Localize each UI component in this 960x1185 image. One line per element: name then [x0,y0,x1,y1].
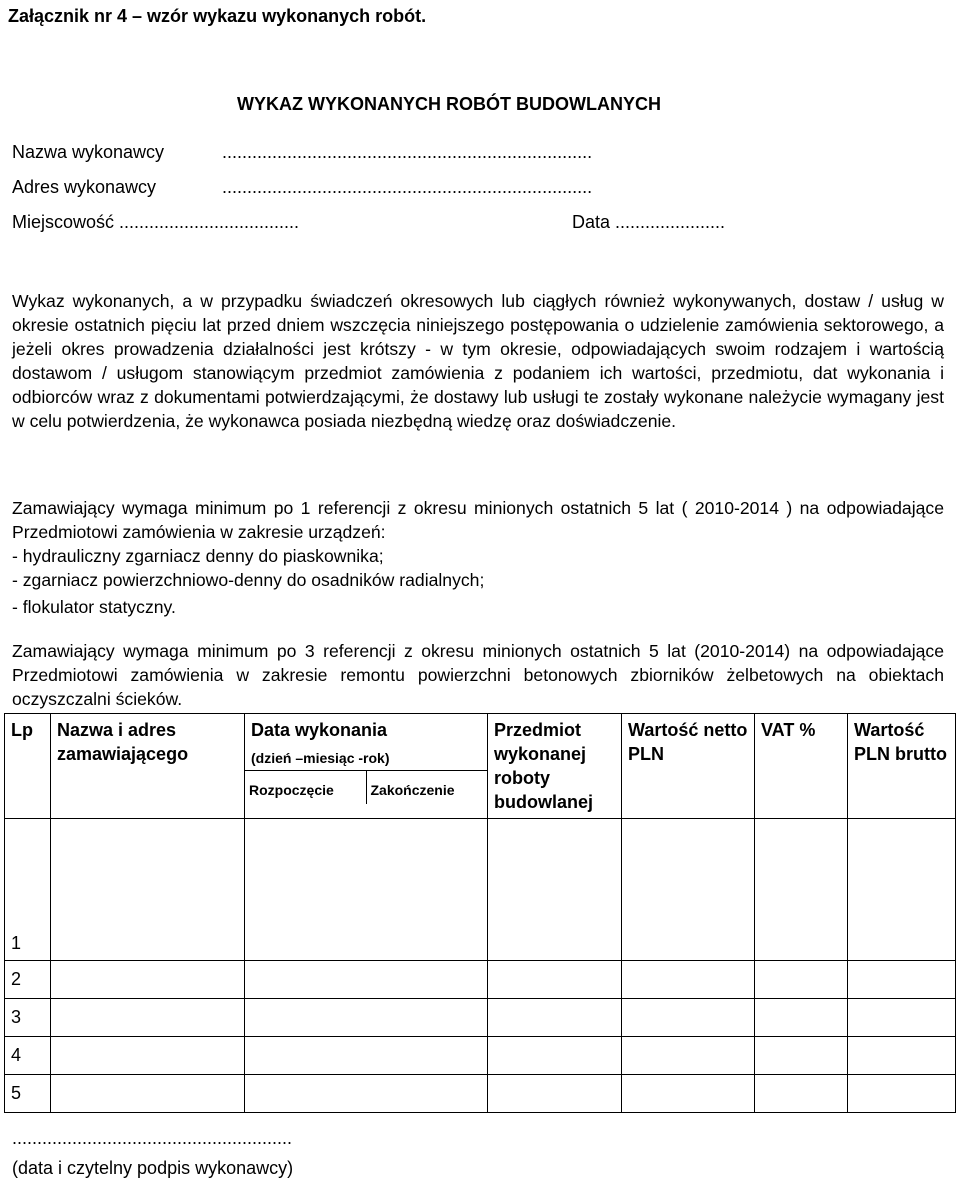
cell-subject[interactable] [488,999,622,1037]
cell-subject[interactable] [488,819,622,961]
cell-date[interactable] [245,819,488,961]
contractor-address-field: .......................................................................... [222,177,593,197]
cell-net[interactable] [622,961,755,999]
col-date-subtitle: (dzień –miesiąc -rok) [251,750,390,766]
cell-name[interactable] [51,999,245,1037]
col-date-header [245,714,488,819]
cell-gross[interactable] [848,819,956,961]
cell-name[interactable] [51,819,245,961]
col-subject-header: Przedmiot wykonanej roboty budowlanej [488,714,622,819]
cell-vat[interactable] [755,1037,848,1075]
table-row [5,961,956,999]
row-number: 5 [5,1075,51,1113]
col-start-header: Rozpoczęcie [249,782,334,798]
table-row [5,1075,956,1113]
col-lp-header: Lp [5,714,51,819]
cell-date[interactable] [245,1075,488,1113]
col-name-header: Nazwa i adres zamawiającego [51,714,245,819]
contractor-address-label: Adres wykonawcy [12,177,157,197]
cell-subject[interactable] [488,1037,622,1075]
date-field: Data ...................... [572,212,726,232]
cell-subject[interactable] [488,961,622,999]
cell-gross[interactable] [848,1075,956,1113]
row-number: 2 [5,961,51,999]
cell-date[interactable] [245,1037,488,1075]
cell-gross[interactable] [848,1037,956,1075]
page-title: WYKAZ WYKONANYCH ROBÓT BUDOWLANYCH [237,94,661,114]
cell-vat[interactable] [755,819,848,961]
row-number: 4 [5,1037,51,1075]
cell-date[interactable] [245,999,488,1037]
cell-net[interactable] [622,999,755,1037]
intro-paragraph [12,289,944,433]
cell-vat[interactable] [755,961,848,999]
requirement-1-item: - zgarniacz powierzchniowo-denny do osadników radialnych; [12,570,485,590]
requirement-1-item: - hydrauliczny zgarniacz denny do piaskownika; [12,546,384,566]
cell-name[interactable] [51,1037,245,1075]
table-row [5,999,956,1037]
cell-name[interactable] [51,961,245,999]
col-vat-header: VAT % [755,714,848,819]
cell-net[interactable] [622,1075,755,1113]
col-gross-header: Wartość PLN brutto [848,714,956,819]
requirement-1 [12,496,944,619]
col-date-title: Data wykonania [251,720,388,740]
annex-title: Załącznik nr 4 – wzór wykazu wykonanych robót. [8,6,427,26]
table-row [5,1037,956,1075]
table-header-row [5,714,956,819]
intro-text: Wykaz wykonanych, a w przypadku świadczeń okresowych lub ciągłych również wykonywanych, dostaw / usług w okresie ostatnich pięciu lat przed dniem wszczęcia niniejszego postępowania o udzielenie zamówienia sektorowego, a jeżeli okres prowadzenia działalności jest krótszy - w tym okresie, odpowiadających swoim rodzajem i wartością dostawom / usługom stanowiącym przedmiot zamówienia z podaniem ich wartości, przedmiotu, dat wykonania i odbiorców wraz z dokumentami potwierdzającymi, że dostawy lub usługi te zostały wykonane należycie wymagany jest w celu potwierdzenia, że wykonawca posiada niezbędną wiedzę oraz doświadczenie. [12,291,944,431]
cell-name[interactable] [51,1075,245,1113]
requirement-1-item: - flokulator statyczny. [12,597,176,617]
col-end-header: Zakończenie [366,771,488,804]
signature-line: ........................................................ [12,1128,293,1148]
cell-date[interactable] [245,961,488,999]
requirement-1-text: Zamawiający wymaga minimum po 1 referencji z okresu minionych ostatnich 5 lat ( 2010-2014 ) na odpowiadające Przedmiotowi zamówienia w zakresie urządzeń: [12,498,944,542]
row-number: 3 [5,999,51,1037]
requirement-2-text: Zamawiający wymaga minimum po 3 referencji z okresu minionych ostatnich 5 lat (2010-2014) na odpowiadające Przedmiotowi zamówienia w zakresie remontu powierzchni betonowych zbiorników żelbetowych na obiektach oczyszczalni ścieków. [12,641,944,709]
cell-vat[interactable] [755,999,848,1037]
cell-subject[interactable] [488,1075,622,1113]
contractor-name-label: Nazwa wykonawcy [12,142,165,162]
cell-net[interactable] [622,819,755,961]
table-row [5,819,956,961]
cell-vat[interactable] [755,1075,848,1113]
cell-gross[interactable] [848,961,956,999]
cell-gross[interactable] [848,999,956,1037]
col-net-header: Wartość netto PLN [622,714,755,819]
row-number: 1 [5,819,51,961]
place-field: Miejscowość .................................... [12,212,300,232]
signature-label: (data i czytelny podpis wykonawcy) [12,1158,294,1178]
contractor-name-field: .......................................................................... [222,142,593,162]
works-table [4,713,956,1113]
cell-net[interactable] [622,1037,755,1075]
requirement-2 [12,639,944,711]
